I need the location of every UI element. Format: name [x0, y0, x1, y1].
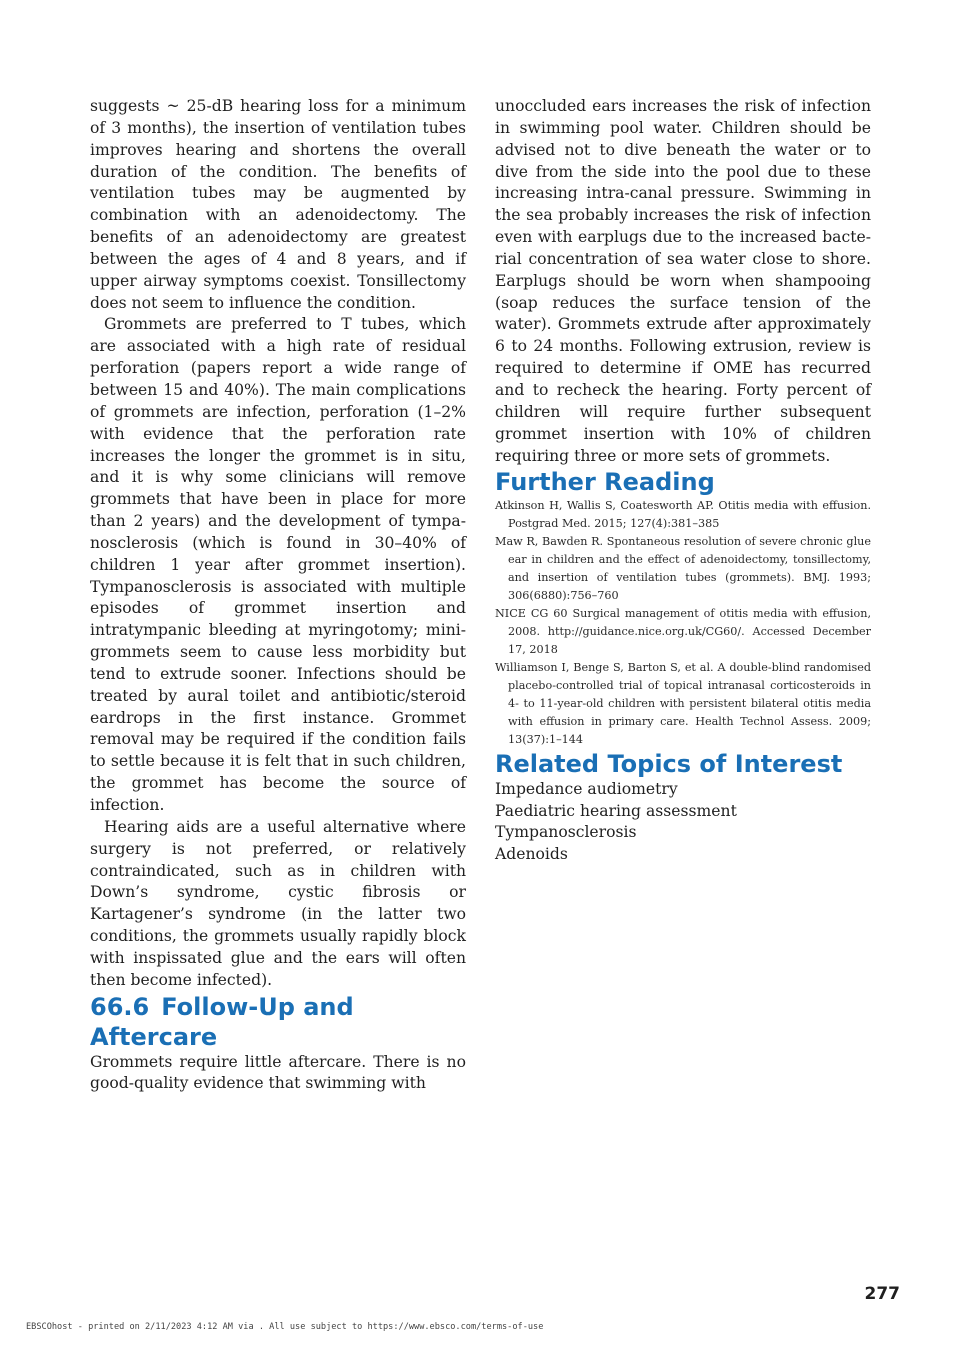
section-title: Follow-Up and Aftercare — [90, 992, 354, 1051]
related-topic-item: Impedance audiometry — [495, 780, 678, 799]
right-column — [495, 96, 871, 865]
related-topics-heading: Related Topics of Interest — [495, 750, 843, 779]
related-topic-item: Adenoids — [495, 844, 568, 863]
related-topic-item: Tympanosclerosis — [495, 823, 637, 842]
related-topic-item: Paediatric hearing assessment — [495, 801, 737, 820]
further-reading-heading: Further Reading — [495, 468, 715, 497]
page-number: 277 — [864, 1284, 900, 1304]
footer-notice: EBSCOhost - printed on 2/11/2023 4:12 AM via . All use subject to https://www.ebsco.com/terms-of-use — [26, 1322, 544, 1332]
section-number: 66.6 — [90, 992, 150, 1021]
reference-item: NICE CG 60 Surgical management of otitis media with effusion, 2008. http://guidance.nice.org.uk/CG60/. Accessed December 17, 2018 — [495, 607, 871, 657]
reference-item: Williamson I, Benge S, Barton S, et al. A double-blind randomised placebo-controlled trial of topical intranasal corticosteroids in 4- to 11-year-old children with persistent bilateral otitis media with effusion in primary care. Health Technol Assess. 2009; 13(37):1–144 — [495, 661, 871, 747]
left-column — [90, 96, 466, 1095]
reference-item: Atkinson H, Wallis S, Coatesworth AP. Otitis media with effusion. Postgrad Med. 2015; 127(4):381–385 — [495, 499, 871, 531]
reference-list — [495, 497, 871, 749]
reference-item: Maw R, Bawden R. Spontaneous resolution of severe chronic glue ear in children and the effect of adenoidectomy, tonsillectomy, and insertion of ventilation tubes (grommets). BMJ. 1993; 306(6880):756–760 — [495, 535, 871, 603]
related-topics-list — [495, 779, 871, 865]
section-heading-follow-up — [90, 992, 466, 1052]
body-paragraph: suggests ~ 25-dB hearing loss for a minimum of 3 months), the insertion of ventilation tubes improves hearing and shortens the overall duration of the condition. The benefits of ventilation tubes may be augmented by combination with an adenoidectomy. The benefits of an adenoidectomy are greatest between the ages of 4 and 8 years, and if upper airway symptoms coexist. Tonsillectomy does not seem to influence the condition. — [90, 97, 466, 312]
body-paragraph: Grommets are preferred to T tubes, which are associated with a high rate of residual perforation (papers report a wide range of between 15 and 40%). The main complications of grommets are infection, perforation (1–2% with evidence that the perforation rate increases the longer the grommet is in situ, and it is why some clinicians will remove grommets that have been in place for more than 2 years) and the development of tympanosclerosis (which is found in 30–40% of children 1 year after grommet insertion). Tympanosclerosis is associated with multiple episodes of grommet insertion and intratympanic bleeding at myringotomy; mini-grommets seem to cause less morbidity but tend to extrude sooner. Infections should be treated by aural toilet and antibiotic/steroid eardrops in the first instance. Grommet removal may be required if the condition fails to settle because it is felt that in such children, the grommet has become the source of infection. — [90, 315, 466, 814]
body-paragraph: unoccluded ears increases the risk of infection in swimming pool water. Children should be advised not to dive beneath the water or to dive from the side into the pool due to these increasing intra-canal pressure. Swimming in the sea probably increases the risk of infection even with earplugs due to the increased bacterial concentration of sea water close to shore. Earplugs should be worn when shampooing (soap reduces the surface tension of the water). Grommets extrude after approximately 6 to 24 months. Following extrusion, review is required to determine if OME has recurred and to recheck the hearing. Forty percent of children will require further subsequent grommet insertion with 10% of children requiring three or more sets of grommets. — [495, 97, 871, 465]
body-paragraph: Grommets require little aftercare. There is no good-quality evidence that swimming with — [90, 1052, 466, 1093]
body-paragraph: Hearing aids are a useful alternative where surgery is not preferred, or relatively contraindicated, such as in children with Down’s syndrome, cystic fibrosis or Kartagener’s syndrome (in the latter two conditions, the grommets usually rapidly block with inspissated glue and the ears will often then become infected). — [90, 817, 466, 989]
